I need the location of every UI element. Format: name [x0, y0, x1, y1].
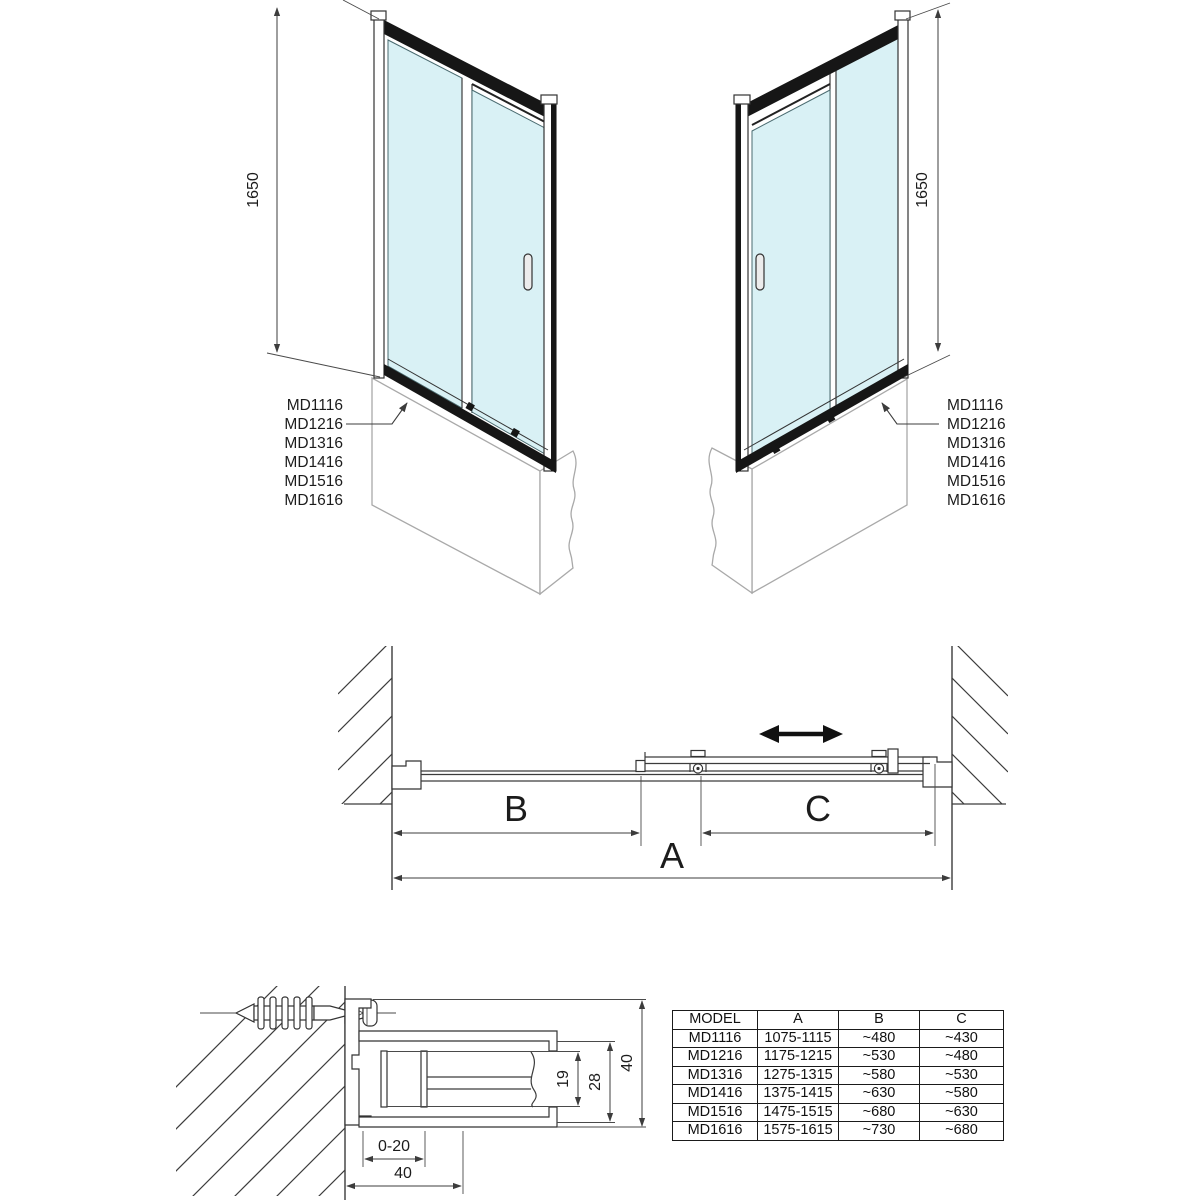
height-dimension-right — [904, 3, 950, 377]
glass-clamp — [381, 1051, 387, 1107]
dim-label-adjust: 0-20 — [377, 1138, 411, 1155]
witness-line — [343, 0, 379, 19]
fixed-glass-pane — [388, 40, 462, 408]
front-post-stripe — [551, 101, 556, 471]
cell-a: 1175-1215 — [758, 1048, 839, 1067]
glass-break-line — [531, 1052, 536, 1107]
model-label: MD1416 — [284, 454, 343, 471]
cell-b: ~730 — [839, 1122, 920, 1141]
model-label: MD1216 — [947, 416, 1006, 433]
panel-end-bumper — [888, 749, 898, 773]
anchor-fin — [306, 997, 312, 1029]
anchor-fin — [294, 997, 300, 1029]
dim-label-height: 1650 — [914, 172, 931, 208]
sliding-panel-plan — [636, 749, 930, 773]
roller-carriage — [871, 751, 887, 774]
right-elevation-view — [709, 3, 1006, 593]
model-label: MD1516 — [947, 473, 1006, 490]
profile-cross-section — [345, 999, 580, 1127]
witness-line — [267, 353, 380, 377]
table-row — [673, 1103, 1004, 1122]
model-label: MD1616 — [284, 492, 343, 509]
door-handle — [524, 254, 532, 290]
table-row — [673, 1085, 1004, 1104]
panel-end-bracket — [636, 761, 645, 772]
cell-c: ~480 — [920, 1048, 1004, 1067]
roller-carriage — [690, 751, 706, 774]
channel-bottom-flange — [359, 1107, 557, 1127]
table-header-row — [673, 1011, 1004, 1030]
anchor-tip — [236, 1004, 254, 1022]
plan-view — [338, 640, 1008, 890]
wall-post — [374, 18, 384, 378]
wall-hatching — [338, 640, 392, 846]
model-label: MD1616 — [947, 492, 1006, 509]
anchor-neck — [314, 1006, 345, 1020]
table-row — [673, 1029, 1004, 1048]
model-label: MD1116 — [947, 397, 1004, 414]
post-cap — [734, 95, 750, 104]
dim-label-a: A — [659, 835, 685, 876]
wall-hatching — [175, 918, 345, 1200]
cell-b: ~480 — [839, 1029, 920, 1048]
bathtub-side-face — [540, 451, 576, 594]
spec-table — [672, 1010, 1004, 1141]
wall-profile-left — [392, 761, 421, 789]
dim-label-28: 28 — [587, 1073, 604, 1091]
height-dimension-left — [245, 0, 380, 377]
wall-profile-right — [923, 757, 952, 787]
cell-b: ~580 — [839, 1066, 920, 1085]
cell-b: ~530 — [839, 1048, 920, 1067]
cell-c: ~530 — [920, 1066, 1004, 1085]
table-row — [673, 1066, 1004, 1085]
cell-model: MD1216 — [673, 1048, 758, 1067]
channel-top-flange — [359, 1031, 557, 1051]
wall-post — [898, 18, 908, 378]
cell-c: ~680 — [920, 1122, 1004, 1141]
cell-a: 1275-1315 — [758, 1066, 839, 1085]
model-label: MD1516 — [284, 473, 343, 490]
cell-a: 1375-1415 — [758, 1085, 839, 1104]
detail-dimensions — [347, 1000, 646, 1195]
wall-right — [952, 640, 1008, 890]
front-post-stripe — [736, 101, 741, 471]
slide-direction-arrow — [759, 725, 843, 743]
wall-hatching — [952, 640, 1008, 848]
column-header-b: B — [839, 1011, 920, 1030]
dim-label-c: C — [805, 788, 831, 829]
cell-model: MD1516 — [673, 1103, 758, 1122]
model-label: MD1416 — [947, 454, 1006, 471]
model-label: MD1216 — [284, 416, 343, 433]
post-cap — [541, 95, 557, 104]
cell-model: MD1616 — [673, 1122, 758, 1141]
anchor-fin — [282, 997, 288, 1029]
cell-model: MD1416 — [673, 1085, 758, 1104]
wall-profile-detail-view — [175, 918, 646, 1200]
witness-line — [906, 3, 950, 19]
dim-label-b: B — [503, 788, 529, 829]
column-header-model: MODEL — [673, 1011, 758, 1030]
cell-c: ~630 — [920, 1103, 1004, 1122]
cell-c: ~430 — [920, 1029, 1004, 1048]
anchor-fin — [258, 997, 264, 1029]
sliding-glass-pane — [472, 90, 545, 454]
column-header-c: C — [920, 1011, 1004, 1030]
cell-b: ~630 — [839, 1085, 920, 1104]
cell-a: 1575-1615 — [758, 1122, 839, 1141]
cell-b: ~680 — [839, 1103, 920, 1122]
model-label: MD1316 — [947, 435, 1006, 452]
door-handle — [756, 254, 764, 290]
model-label: MD1116 — [286, 397, 343, 414]
cell-a: 1475-1515 — [758, 1103, 839, 1122]
column-header-a: A — [758, 1011, 839, 1030]
dim-label-40h: 40 — [394, 1165, 412, 1182]
table-row — [673, 1122, 1004, 1141]
dim-label-19: 19 — [555, 1070, 572, 1088]
dim-label-40v: 40 — [619, 1054, 636, 1072]
model-label: MD1316 — [284, 435, 343, 452]
cell-a: 1075-1115 — [758, 1029, 839, 1048]
left-elevation-view — [245, 0, 576, 594]
cell-model: MD1316 — [673, 1066, 758, 1085]
table-row — [673, 1048, 1004, 1067]
fixed-track — [421, 771, 923, 781]
dim-label-height: 1650 — [245, 172, 262, 208]
witness-line — [904, 355, 950, 377]
cell-model: MD1116 — [673, 1029, 758, 1048]
anchor-fin — [270, 997, 276, 1029]
cell-c: ~580 — [920, 1085, 1004, 1104]
wall-left — [338, 640, 392, 890]
glass-gasket — [421, 1051, 427, 1107]
fixed-glass-pane — [836, 38, 898, 410]
